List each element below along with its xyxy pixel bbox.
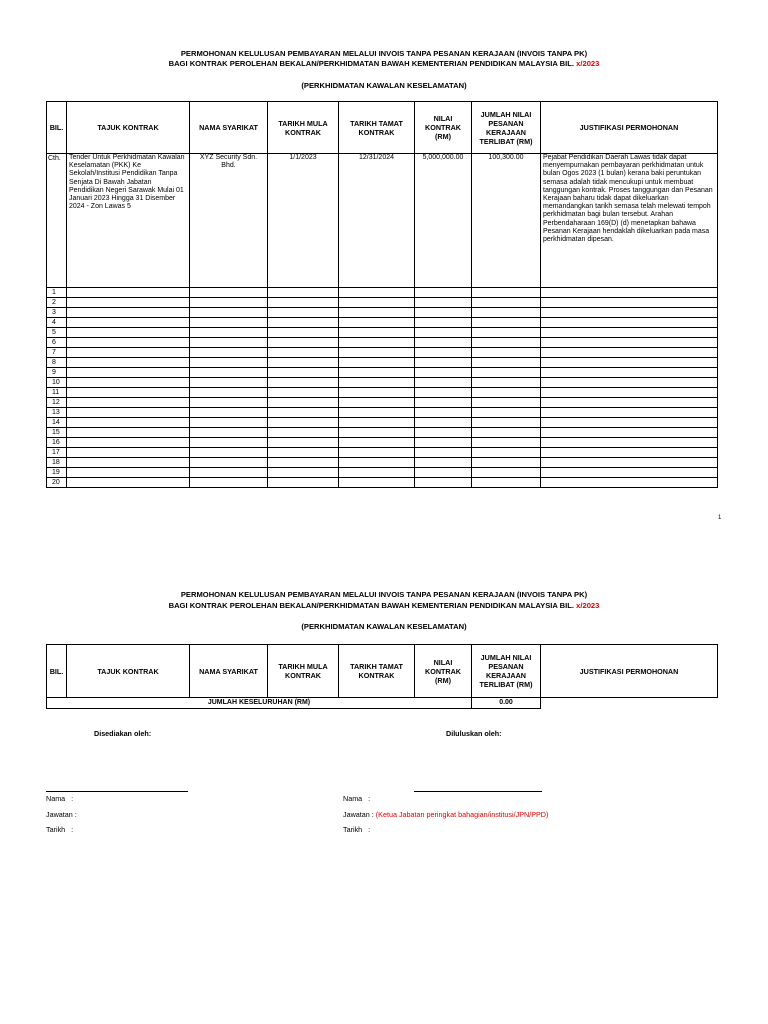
blank-cell	[190, 428, 268, 438]
approved-signature-line	[414, 791, 542, 792]
form-subtitle: (PERKHIDMATAN KAWALAN KESELAMATAN)	[301, 81, 467, 90]
blank-cell	[472, 478, 541, 488]
blank-cell	[415, 298, 472, 308]
blank-cell	[541, 328, 718, 338]
blank-cell	[339, 338, 415, 348]
blank-cell	[541, 428, 718, 438]
blank-cell	[339, 458, 415, 468]
blank-cell	[67, 478, 190, 488]
blank-cell	[472, 398, 541, 408]
header-bil: BIL.	[47, 102, 67, 154]
blank-cell	[190, 418, 268, 428]
form-title-line1: PERMOHONAN KELULUSAN PEMBAYARAN MELALUI INVOIS TANPA PESANAN KERAJAAN (INVOIS TANPA PK)	[180, 49, 588, 58]
blank-cell	[541, 408, 718, 418]
blank-cell	[268, 438, 339, 448]
example-nilai: 5,000,000.00	[415, 154, 472, 288]
blank-cell	[415, 348, 472, 358]
blank-cell	[190, 408, 268, 418]
row-number: 3	[47, 308, 67, 318]
bil-number-p2: x/2023	[576, 601, 600, 610]
form-title-line2: BAGI KONTRAK PEROLEHAN BEKALAN/PERKHIDMATAN BAWAH KEMENTERIAN PENDIDIKAN MALAYSIA BIL. x/2023	[168, 59, 600, 68]
page-number: 1	[718, 515, 722, 521]
blank-cell	[541, 338, 718, 348]
blank-cell	[268, 358, 339, 368]
blank-cell	[268, 468, 339, 478]
header-nilai: NILAI KONTRAK (RM)	[415, 102, 472, 154]
row-number: 6	[47, 338, 67, 348]
row-number: 16	[47, 438, 67, 448]
example-bil: Cth.	[47, 154, 67, 288]
blank-cell	[268, 418, 339, 428]
example-syarikat: XYZ Security Sdn. Bhd.	[190, 154, 268, 288]
blank-cell	[472, 308, 541, 318]
blank-cell	[541, 398, 718, 408]
blank-cell	[415, 408, 472, 418]
row-number: 7	[47, 348, 67, 358]
row-number: 2	[47, 298, 67, 308]
form-subtitle-p2: (PERKHIDMATAN KAWALAN KESELAMATAN)	[301, 622, 467, 631]
header-tamat: TARIKH TAMAT KONTRAK	[339, 645, 415, 698]
header-justifikasi: JUSTIFIKASI PERMOHONAN	[541, 102, 718, 154]
blank-cell	[415, 458, 472, 468]
blank-cell	[339, 428, 415, 438]
blank-cell	[472, 388, 541, 398]
blank-cell	[67, 468, 190, 478]
blank-cell	[190, 368, 268, 378]
blank-cell	[472, 288, 541, 298]
table-row	[47, 428, 718, 438]
blank-cell	[67, 438, 190, 448]
blank-cell	[541, 368, 718, 378]
blank-cell	[190, 328, 268, 338]
table-row	[47, 438, 718, 448]
blank-cell	[415, 428, 472, 438]
blank-cell	[268, 408, 339, 418]
blank-cell	[541, 358, 718, 368]
header-row-p2	[47, 645, 718, 698]
table-row	[47, 348, 718, 358]
header-tamat: TARIKH TAMAT KONTRAK	[339, 102, 415, 154]
blank-cell	[415, 308, 472, 318]
blank-cell	[339, 298, 415, 308]
blank-cell	[472, 338, 541, 348]
blank-cell	[268, 308, 339, 318]
blank-cell	[190, 448, 268, 458]
blank-cell	[472, 448, 541, 458]
blank-cell	[472, 348, 541, 358]
row-number: 12	[47, 398, 67, 408]
table-row	[47, 408, 718, 418]
example-tajuk: Tender Untuk Perkhidmatan Kawalan Keselamatan (PKK) Ke Sekolah/Institusi Pendidikan Tanpa Senjata Di Bawah Jabatan Pendidikan Negeri Sarawak Mulai 01 Januari 2023 Hingga 31 Disember 2024 - Zon Lawas 5	[67, 154, 190, 288]
blank-cell	[339, 468, 415, 478]
blank-cell	[67, 398, 190, 408]
blank-cell	[67, 378, 190, 388]
blank-rows	[47, 288, 718, 488]
blank-cell	[472, 368, 541, 378]
blank-cell	[415, 318, 472, 328]
table-row	[47, 298, 718, 308]
main-table	[46, 101, 718, 488]
blank-cell	[67, 328, 190, 338]
row-number: 11	[47, 388, 67, 398]
table-row	[47, 338, 718, 348]
blank-cell	[67, 338, 190, 348]
table-row	[47, 388, 718, 398]
blank-cell	[415, 388, 472, 398]
blank-cell	[67, 368, 190, 378]
row-number: 9	[47, 368, 67, 378]
row-number: 17	[47, 448, 67, 458]
header-mula: TARIKH MULA KONTRAK	[268, 102, 339, 154]
blank-cell	[190, 358, 268, 368]
blank-cell	[472, 458, 541, 468]
blank-cell	[541, 448, 718, 458]
blank-cell	[339, 378, 415, 388]
blank-cell	[268, 368, 339, 378]
prepared-jawatan: Jawatan :	[46, 810, 77, 819]
blank-cell	[339, 368, 415, 378]
blank-cell	[415, 338, 472, 348]
header-justifikasi: JUSTIFIKASI PERMOHONAN	[541, 645, 718, 698]
blank-cell	[339, 308, 415, 318]
blank-cell	[541, 348, 718, 358]
blank-cell	[541, 418, 718, 428]
total-label: JUMLAH KESELURUHAN (RM)	[47, 698, 472, 709]
blank-cell	[190, 388, 268, 398]
row-number: 10	[47, 378, 67, 388]
blank-cell	[268, 338, 339, 348]
example-jumlah: 100,300.00	[472, 154, 541, 288]
blank-cell	[268, 428, 339, 438]
blank-cell	[415, 398, 472, 408]
row-number: 19	[47, 468, 67, 478]
blank-cell	[541, 298, 718, 308]
prepared-by-label: Disediakan oleh:	[94, 729, 152, 738]
blank-cell	[67, 428, 190, 438]
blank-cell	[190, 458, 268, 468]
blank-cell	[472, 298, 541, 308]
table-row	[47, 418, 718, 428]
row-number: 20	[47, 478, 67, 488]
blank-cell	[190, 478, 268, 488]
blank-cell	[415, 358, 472, 368]
blank-cell	[190, 338, 268, 348]
blank-cell	[268, 378, 339, 388]
row-number: 14	[47, 418, 67, 428]
approved-nama: Nama :	[343, 794, 371, 803]
blank-cell	[415, 418, 472, 428]
blank-cell	[415, 438, 472, 448]
table-row	[47, 478, 718, 488]
blank-cell	[67, 448, 190, 458]
table-row	[47, 448, 718, 458]
table-row	[47, 458, 718, 468]
approver-jawatan-note: (Ketua Jabatan peringkat bahagian/institusi/JPN/PPD)	[375, 810, 549, 819]
blank-cell	[472, 318, 541, 328]
row-number: 13	[47, 408, 67, 418]
table-row	[47, 468, 718, 478]
blank-cell	[472, 328, 541, 338]
blank-cell	[541, 438, 718, 448]
blank-cell	[67, 348, 190, 358]
row-number: 4	[47, 318, 67, 328]
blank-cell	[190, 288, 268, 298]
blank-cell	[339, 418, 415, 428]
blank-cell	[268, 298, 339, 308]
row-number: 8	[47, 358, 67, 368]
example-row	[47, 154, 718, 288]
example-tamat: 12/31/2024	[339, 154, 415, 288]
blank-cell	[190, 438, 268, 448]
blank-cell	[339, 388, 415, 398]
blank-cell	[415, 478, 472, 488]
blank-cell	[67, 418, 190, 428]
header-nilai: NILAI KONTRAK (RM)	[415, 645, 472, 698]
table-row	[47, 398, 718, 408]
row-number: 15	[47, 428, 67, 438]
blank-cell	[190, 378, 268, 388]
blank-cell	[415, 468, 472, 478]
bil-number: x/2023	[576, 59, 600, 68]
form-title-line2-p2: BAGI KONTRAK PEROLEHAN BEKALAN/PERKHIDMATAN BAWAH KEMENTERIAN PENDIDIKAN MALAYSIA BIL. x/2023	[168, 601, 600, 610]
total-row	[47, 698, 718, 709]
header-jumlah: JUMLAH NILAI PESANAN KERAJAAN TERLIBAT (RM)	[472, 102, 541, 154]
row-number: 5	[47, 328, 67, 338]
blank-cell	[268, 348, 339, 358]
approved-jawatan: Jawatan : (Ketua Jabatan peringkat bahagian/institusi/JPN/PPD)	[343, 810, 549, 819]
blank-cell	[541, 458, 718, 468]
header-row	[47, 102, 718, 154]
blank-cell	[541, 468, 718, 478]
total-value: 0.00	[472, 698, 541, 709]
table-row	[47, 308, 718, 318]
prepared-nama: Nama :	[46, 794, 74, 803]
table-row	[47, 318, 718, 328]
blank-cell	[472, 418, 541, 428]
blank-cell	[415, 328, 472, 338]
blank-cell	[541, 378, 718, 388]
approved-tarikh: Tarikh :	[343, 825, 371, 834]
blank-cell	[339, 448, 415, 458]
header-mula: TARIKH MULA KONTRAK	[268, 645, 339, 698]
blank-cell	[268, 448, 339, 458]
blank-cell	[268, 398, 339, 408]
blank-cell	[415, 288, 472, 298]
blank-cell	[190, 308, 268, 318]
blank-cell	[190, 298, 268, 308]
blank-cell	[472, 428, 541, 438]
blank-cell	[339, 348, 415, 358]
header-syarikat: NAMA SYARIKAT	[190, 645, 268, 698]
blank-cell	[190, 398, 268, 408]
blank-cell	[67, 358, 190, 368]
blank-cell	[541, 308, 718, 318]
header-syarikat: NAMA SYARIKAT	[190, 102, 268, 154]
blank-cell	[415, 378, 472, 388]
blank-cell	[339, 328, 415, 338]
table-row	[47, 358, 718, 368]
blank-cell	[268, 288, 339, 298]
blank-cell	[472, 438, 541, 448]
prepared-tarikh: Tarikh :	[46, 825, 74, 834]
blank-cell	[67, 298, 190, 308]
blank-cell	[541, 318, 718, 328]
blank-cell	[190, 318, 268, 328]
blank-cell	[67, 388, 190, 398]
prepared-signature-line	[46, 791, 188, 792]
table-row	[47, 378, 718, 388]
blank-cell	[67, 288, 190, 298]
blank-cell	[268, 458, 339, 468]
blank-cell	[268, 478, 339, 488]
example-justifikasi: Pejabat Pendidikan Daerah Lawas tidak dapat menyempurnakan pembayaran perkhidmatan untuk bulan Ogos 2023 (1 bulan) kerana baki peruntukan semasa adalah tidak mencukupi untuk membuat tanggungan kontrak. Proses tanggungan dan Pesanan Kerajaan baharu tidak dapat dikeluarkan memandangkan tarikh semasa telah melewati tempoh perkhidmatan bagi bulan tersebut. Arahan Perbendaharaan 169(D) (d) menetapkan bahawa Pesanan Kerajaan hendaklah dikeluarkan pada masa perkhidmatan dipesan.	[541, 154, 718, 288]
blank-cell	[541, 288, 718, 298]
blank-cell	[415, 448, 472, 458]
header-jumlah: JUMLAH NILAI PESANAN KERAJAAN TERLIBAT (RM)	[472, 645, 541, 698]
form-title-line1-p2: PERMOHONAN KELULUSAN PEMBAYARAN MELALUI INVOIS TANPA PESANAN KERAJAAN (INVOIS TANPA PK)	[180, 590, 588, 599]
blank-cell	[415, 368, 472, 378]
blank-cell	[339, 438, 415, 448]
blank-cell	[472, 358, 541, 368]
header-tajuk: TAJUK KONTRAK	[67, 102, 190, 154]
blank-cell	[339, 318, 415, 328]
example-mula: 1/1/2023	[268, 154, 339, 288]
blank-cell	[190, 348, 268, 358]
blank-cell	[339, 288, 415, 298]
blank-cell	[268, 388, 339, 398]
table-row	[47, 288, 718, 298]
table-row	[47, 328, 718, 338]
blank-cell	[472, 408, 541, 418]
table-row	[47, 368, 718, 378]
blank-cell	[339, 408, 415, 418]
blank-cell	[190, 468, 268, 478]
header-bil: BIL.	[47, 645, 67, 698]
blank-cell	[472, 378, 541, 388]
blank-cell	[67, 458, 190, 468]
approved-by-label: Diluluskan oleh:	[446, 729, 502, 738]
summary-table	[46, 644, 718, 709]
blank-cell	[339, 478, 415, 488]
blank-cell	[541, 388, 718, 398]
header-tajuk: TAJUK KONTRAK	[67, 645, 190, 698]
row-number: 1	[47, 288, 67, 298]
blank-cell	[541, 478, 718, 488]
blank-cell	[339, 398, 415, 408]
blank-cell	[67, 308, 190, 318]
blank-cell	[339, 358, 415, 368]
blank-cell	[268, 328, 339, 338]
blank-cell	[268, 318, 339, 328]
blank-cell	[67, 318, 190, 328]
blank-cell	[67, 408, 190, 418]
blank-cell	[472, 468, 541, 478]
row-number: 18	[47, 458, 67, 468]
